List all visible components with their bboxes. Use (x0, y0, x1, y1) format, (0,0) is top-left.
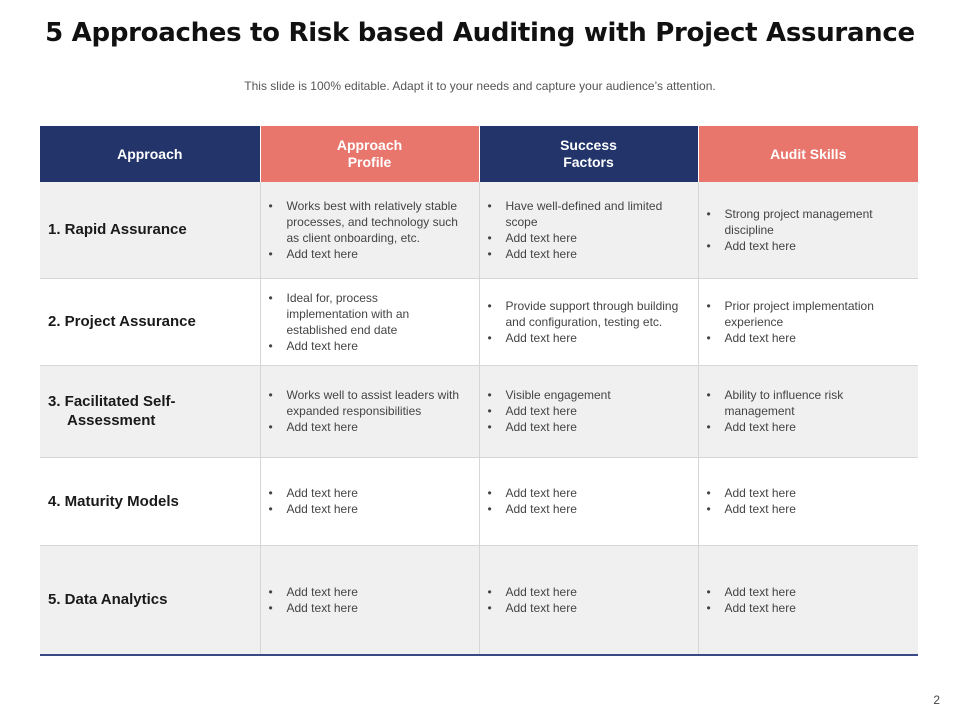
approach-label: 5. Data Analytics (48, 591, 168, 609)
list-item: • Add text here (506, 600, 690, 616)
list-item: • Add text here (506, 330, 690, 346)
table-row (40, 278, 918, 365)
header-approach-profile (260, 126, 479, 182)
header-label: Approach Profile (336, 137, 403, 170)
list-item: • Add text here (287, 246, 465, 262)
header-approach (40, 126, 260, 182)
list-item: • Add text here (506, 230, 690, 246)
list-item: • Works best with relatively stable processes, and technology such as client onboarding, etc. (287, 198, 465, 246)
list-item: • Have well-defined and limited scope (506, 198, 690, 230)
approach-cell (40, 457, 260, 545)
header-success-factors (479, 126, 698, 182)
table-row (40, 182, 918, 278)
list-item: • Add text here (506, 419, 690, 435)
slide-title: 5 Approaches to Risk based Auditing with Project Assurance (45, 18, 915, 48)
approach-label: 2. Project Assurance (48, 313, 196, 330)
success-cell (479, 278, 698, 365)
table-row (40, 457, 918, 545)
list-item: • Add text here (506, 485, 690, 501)
header-audit-skills (698, 126, 918, 182)
list-item: • Add text here (287, 419, 475, 435)
success-cell (479, 365, 698, 457)
approaches-table (40, 126, 918, 656)
page-number: 2 (933, 693, 940, 707)
list-item: • Ability to influence risk management (725, 387, 879, 419)
list-item: • Add text here (725, 485, 911, 501)
list-item: • Provide support through building and configuration, testing etc. (506, 298, 690, 330)
list-item: • Prior project implementation experience (725, 298, 911, 330)
approach-cell (40, 182, 260, 278)
list-item: • Visible engagement (506, 387, 690, 403)
list-item: • Works well to assist leaders with expanded responsibilities (287, 387, 475, 419)
list-item: • Add text here (506, 501, 690, 517)
list-item: • Add text here (725, 330, 911, 346)
header-label: Success Factors (560, 137, 617, 170)
list-item: • Add text here (725, 600, 911, 616)
list-item: • Add text here (287, 485, 471, 501)
table-header-row (40, 126, 918, 182)
list-item: • Add text here (506, 584, 690, 600)
approach-cell (40, 278, 260, 365)
list-item: • Add text here (725, 238, 911, 254)
list-item: • Strong project management discipline (725, 206, 911, 238)
list-item: • Add text here (725, 501, 911, 517)
approach-cell (40, 545, 260, 655)
profile-cell (260, 365, 479, 457)
skills-cell (698, 182, 918, 278)
table-row (40, 365, 918, 457)
list-item: • Add text here (287, 600, 471, 616)
profile-cell (260, 545, 479, 655)
skills-cell (698, 545, 918, 655)
list-item: • Add text here (287, 501, 471, 517)
profile-cell (260, 278, 479, 365)
list-item: • Add text here (287, 338, 449, 354)
skills-cell (698, 457, 918, 545)
table-row (40, 545, 918, 655)
header-label: Approach (117, 145, 183, 162)
skills-cell (698, 278, 918, 365)
success-cell (479, 457, 698, 545)
approach-label-line2: Assessment (67, 412, 156, 429)
approach-label: 1. Rapid Assurance (48, 221, 187, 239)
success-cell (479, 545, 698, 655)
list-item: • Add text here (725, 419, 879, 435)
list-item: • Ideal for, process implementation with an established end date (287, 290, 449, 338)
profile-cell (260, 457, 479, 545)
success-cell (479, 182, 698, 278)
skills-cell (698, 365, 918, 457)
approach-cell (40, 365, 260, 457)
approach-label: 4. Maturity Models (48, 492, 179, 510)
list-item: • Add text here (287, 584, 471, 600)
list-item: • Add text here (506, 403, 690, 419)
slide-subtitle: This slide is 100% editable. Adapt it to your needs and capture your audience’s attention. (244, 79, 716, 93)
profile-cell (260, 182, 479, 278)
approach-label-line1: 3. Facilitated Self- (48, 393, 176, 410)
header-label: Audit Skills (770, 145, 847, 162)
list-item: • Add text here (725, 584, 911, 600)
list-item: • Add text here (506, 246, 690, 262)
